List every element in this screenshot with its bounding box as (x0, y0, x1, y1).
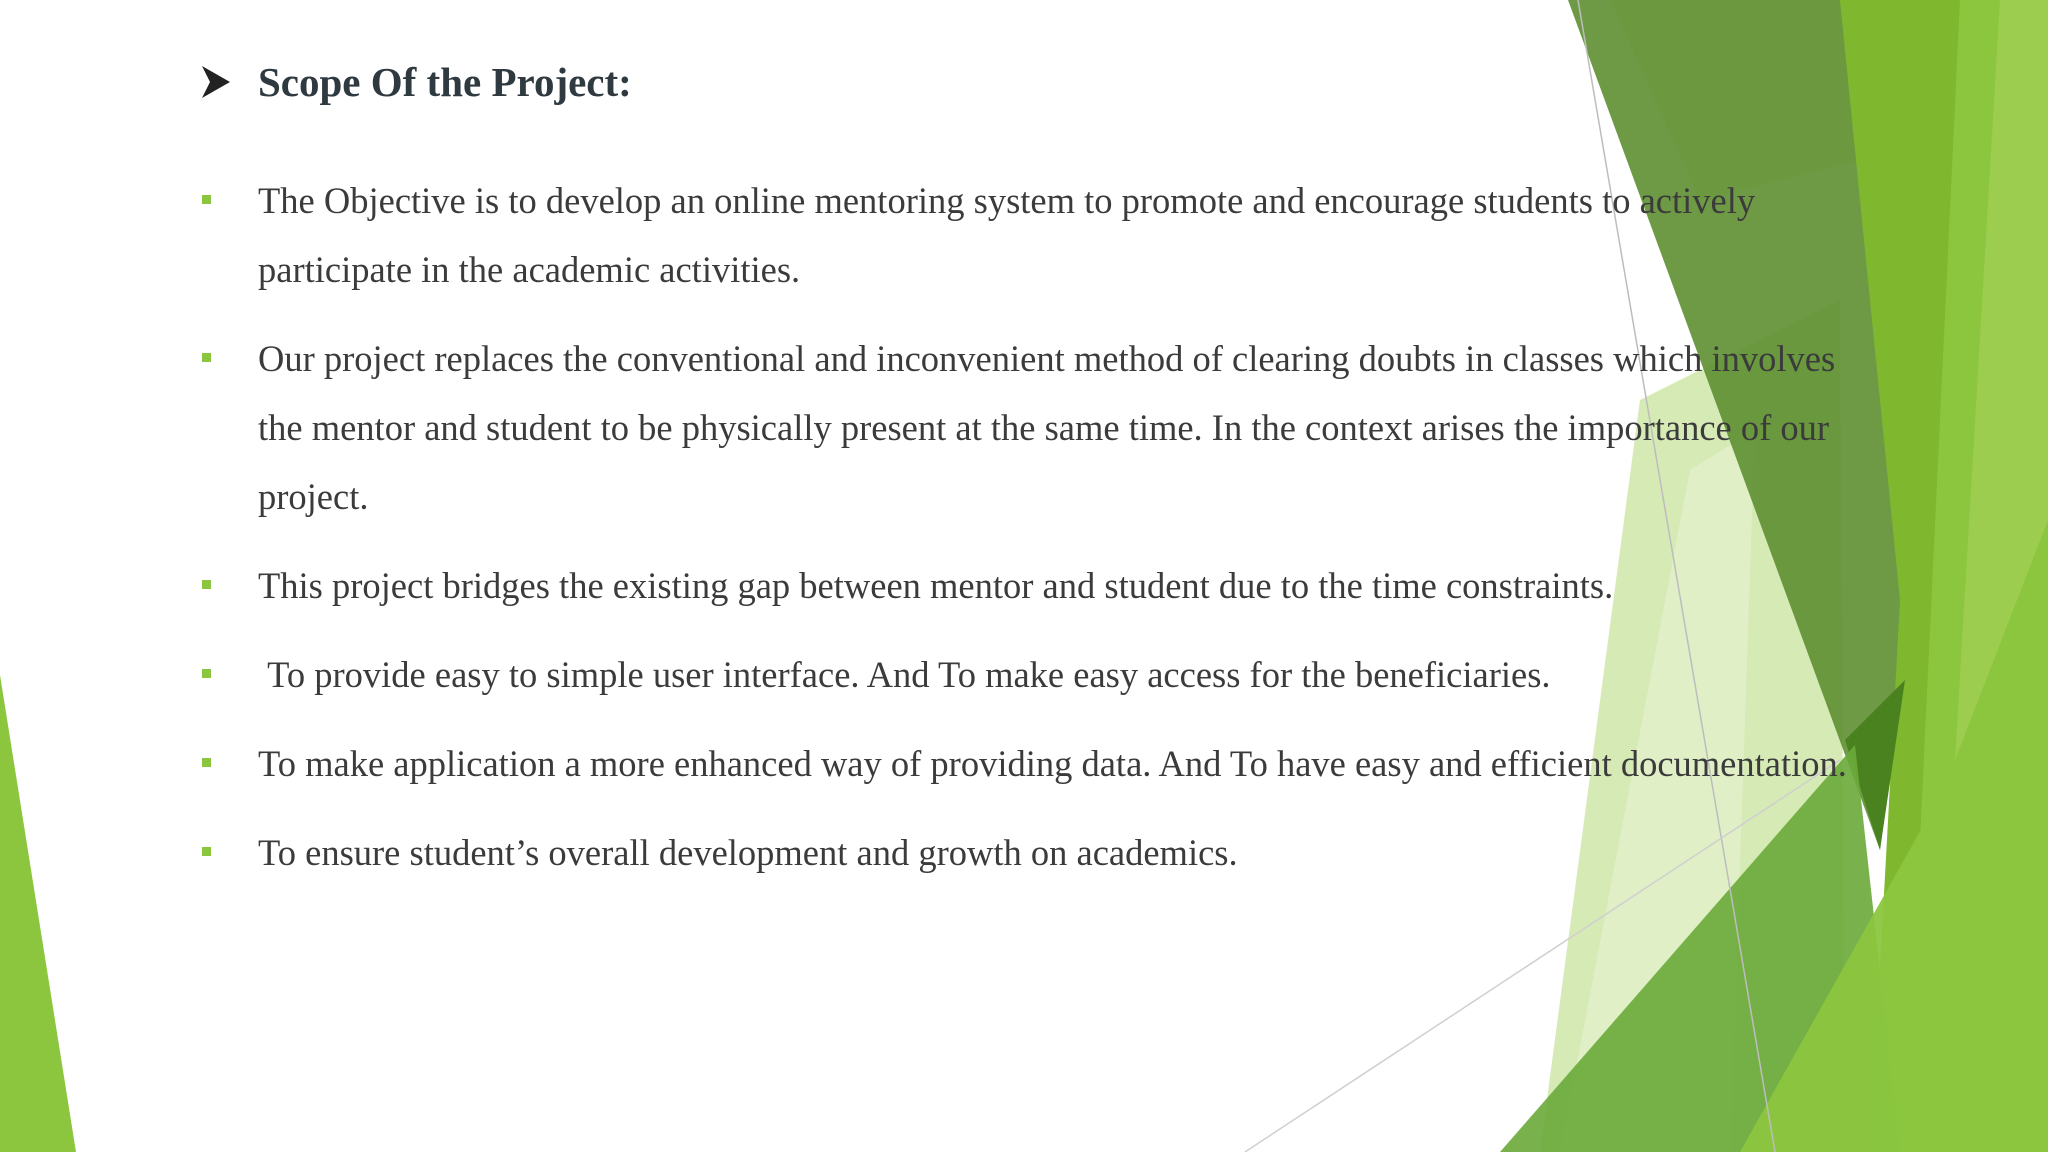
bullet-text: To ensure student’s overall development and growth on academics. (258, 832, 1238, 873)
square-bullet-icon (202, 580, 211, 589)
slide-title: Scope Of the Project: (258, 59, 632, 105)
square-bullet-icon (202, 847, 211, 856)
bullet-text: Our project replaces the conventional and inconvenient method of clearing doubts in classes which involves the mentor and student to be physically present at the same time. In the context arises the importance of our project. (258, 338, 1836, 517)
square-bullet-icon (202, 195, 211, 204)
title-row (200, 52, 632, 112)
square-bullet-icon (202, 353, 211, 362)
arrowhead-bullet-icon (200, 62, 232, 102)
bullet-item (200, 640, 1860, 709)
bullet-list (200, 166, 1860, 907)
bullet-item (200, 166, 1860, 304)
bullet-text: This project bridges the existing gap between mentor and student due to the time constraints. (258, 565, 1614, 606)
bullet-item (200, 818, 1860, 887)
bullet-item (200, 324, 1860, 531)
bullet-text: The Objective is to develop an online mentoring system to promote and encourage students to actively participate in the academic activities. (258, 180, 1756, 290)
bullet-text: To make application a more enhanced way of providing data. And To have easy and efficient documentation. (258, 743, 1847, 784)
bullet-text: To provide easy to simple user interface. And To make easy access for the beneficiaries. (258, 654, 1551, 695)
bullet-item (200, 551, 1860, 620)
square-bullet-icon (202, 669, 211, 678)
bullet-item (200, 729, 1860, 798)
square-bullet-icon (202, 758, 211, 767)
